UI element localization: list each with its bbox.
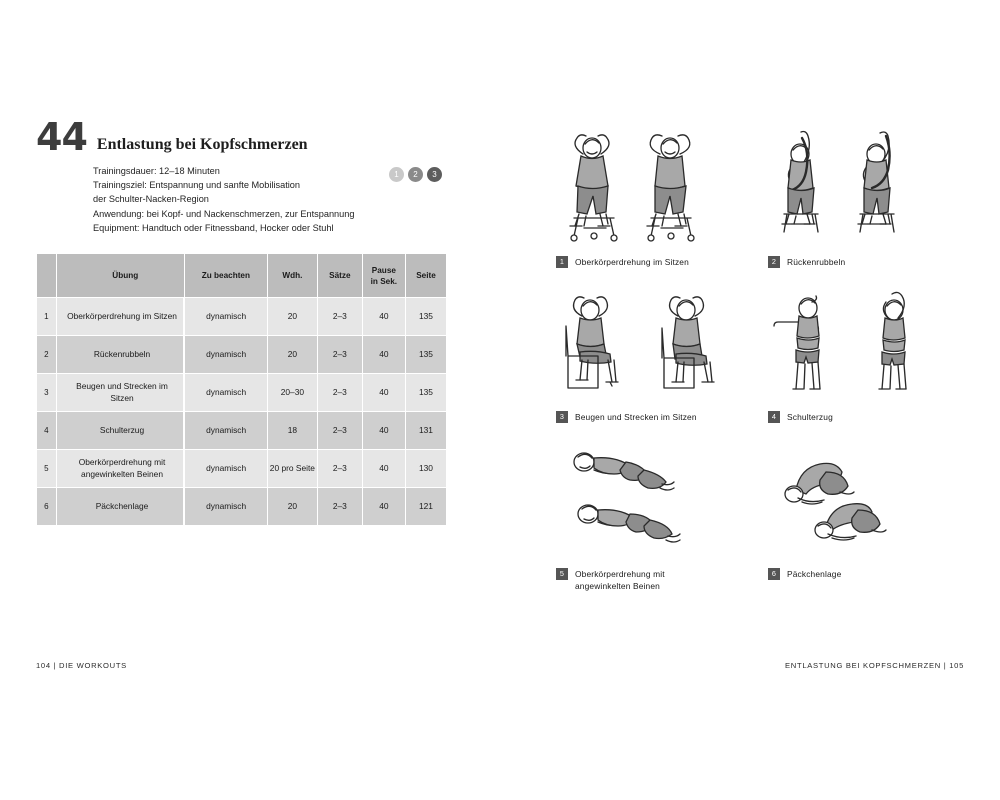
cell-page: 135 [405, 298, 446, 336]
figure-caption-6 [768, 568, 958, 580]
figure-caption-3 [556, 411, 771, 423]
cell-index: 1 [37, 298, 57, 336]
cell-index: 5 [37, 450, 57, 488]
figure-illustration-2 [768, 128, 958, 246]
figure-caption-5 [556, 568, 706, 592]
cell-sets: 2–3 [317, 374, 362, 412]
exercise-illustration-shoulder-pull [768, 288, 958, 403]
cell-pause: 40 [362, 374, 405, 412]
cell-note: dynamisch [184, 488, 267, 526]
figure-illustration-4 [768, 288, 958, 403]
cell-sets: 2–3 [317, 450, 362, 488]
cell-exercise: Rückenrubbeln [56, 336, 184, 374]
exercise-illustration-seated-bend-stretch [556, 288, 771, 403]
exercise-illustration-seated-torso-rotation [556, 128, 756, 246]
cell-reps: 20 [267, 336, 317, 374]
table-header-row [37, 254, 447, 298]
meta-duration: Trainingsdauer: 12–18 Minuten [93, 166, 220, 176]
cell-index: 2 [37, 336, 57, 374]
figure-caption-1 [556, 256, 756, 268]
workout-heading [36, 115, 308, 159]
header-index [37, 254, 57, 298]
figure-illustration-1 [556, 128, 756, 246]
meta-goal-cont: der Schulter-Nacken-Region [93, 194, 209, 205]
cell-note: dynamisch [184, 412, 267, 450]
cell-note: dynamisch [184, 336, 267, 374]
header-note: Zu beachten [184, 254, 267, 298]
figure-badge-4: 4 [768, 411, 780, 423]
figure-panel-6 [768, 450, 958, 580]
difficulty-dot-2: 2 [408, 167, 423, 182]
table-row [37, 374, 447, 412]
difficulty-dot-3: 3 [427, 167, 442, 182]
difficulty-dots [389, 167, 442, 182]
figure-badge-5: 5 [556, 568, 568, 580]
figure-caption-text-3: Beugen und Strecken im Sitzen [575, 412, 697, 422]
exercise-illustration-supine-rotation-bent-legs [556, 440, 766, 560]
cell-note: dynamisch [184, 374, 267, 412]
figure-illustration-3 [556, 288, 771, 403]
footer-left: 104 | DIE WORKOUTS [36, 661, 127, 670]
figure-panel-1 [556, 128, 756, 268]
page-title: Entlastung bei Kopfschmerzen [96, 136, 308, 153]
meta-goal: Trainingsziel: Entspannung und sanfte Mobilisation [93, 180, 301, 191]
workout-meta [93, 164, 413, 235]
exercise-illustration-back-rub [768, 128, 958, 246]
table-row [37, 450, 447, 488]
cell-exercise: Oberkörperdrehung im Sitzen [56, 298, 184, 336]
cell-page: 135 [405, 374, 446, 412]
cell-pause: 40 [362, 298, 405, 336]
cell-sets: 2–3 [317, 412, 362, 450]
figure-illustration-6 [768, 450, 958, 560]
cell-reps: 20 [267, 488, 317, 526]
cell-sets: 2–3 [317, 488, 362, 526]
difficulty-dot-1: 1 [389, 167, 404, 182]
figure-caption-text-2: Rückenrubbeln [787, 257, 846, 267]
cell-reps: 20–30 [267, 374, 317, 412]
cell-note: dynamisch [184, 450, 267, 488]
cell-exercise: Päckchenlage [56, 488, 184, 526]
cell-note: dynamisch [184, 298, 267, 336]
header-page: Seite [405, 254, 446, 298]
figure-caption-4 [768, 411, 958, 423]
figure-caption-text-1: Oberkörperdrehung im Sitzen [575, 257, 689, 267]
figure-badge-6: 6 [768, 568, 780, 580]
cell-pause: 40 [362, 450, 405, 488]
figure-caption-text-5: Oberkörperdrehung mit angewinkelten Beinen [575, 569, 665, 591]
cell-reps: 20 [267, 298, 317, 336]
exercise-illustration-tuck-position [768, 450, 958, 560]
figure-panel-4 [768, 288, 958, 423]
figure-illustration-5 [556, 440, 766, 560]
cell-sets: 2–3 [317, 336, 362, 374]
table-row [37, 412, 447, 450]
cell-page: 131 [405, 412, 446, 450]
footer-right: ENTLASTUNG BEI KOPFSCHMERZEN | 105 [785, 661, 964, 670]
table-row [37, 488, 447, 526]
cell-index: 3 [37, 374, 57, 412]
header-pause [362, 254, 405, 298]
cell-page: 130 [405, 450, 446, 488]
table-row [37, 336, 447, 374]
header-sets: Sätze [317, 254, 362, 298]
figure-badge-2: 2 [768, 256, 780, 268]
cell-page: 121 [405, 488, 446, 526]
meta-equipment: Equipment: Handtuch oder Fitnessband, Hocker oder Stuhl [93, 222, 334, 233]
cell-exercise: Schulterzug [56, 412, 184, 450]
figure-panel-2 [768, 128, 958, 268]
right-page [500, 0, 1000, 800]
exercise-table [36, 253, 447, 526]
cell-page: 135 [405, 336, 446, 374]
header-pause-line2: in Sek. [370, 276, 398, 286]
cell-index: 6 [37, 488, 57, 526]
cell-reps: 18 [267, 412, 317, 450]
figure-caption-text-4: Schulterzug [787, 412, 833, 422]
cell-pause: 40 [362, 488, 405, 526]
cell-reps: 20 pro Seite [267, 450, 317, 488]
cell-pause: 40 [362, 412, 405, 450]
header-pause-line1: Pause [371, 265, 396, 275]
meta-application: Anwendung: bei Kopf- und Nackenschmerzen, zur Entspannung [93, 208, 355, 219]
figure-panel-3 [556, 288, 771, 423]
figure-panel-5 [556, 440, 766, 592]
cell-index: 4 [37, 412, 57, 450]
header-exercise: Übung [56, 254, 184, 298]
cell-exercise: Oberkörperdrehung mit angewinkelten Beinen [56, 450, 184, 488]
figure-caption-text-6: Päckchenlage [787, 569, 842, 579]
cell-exercise: Beugen und Strecken im Sitzen [56, 374, 184, 412]
table-row [37, 298, 447, 336]
cell-sets: 2–3 [317, 298, 362, 336]
cell-pause: 40 [362, 336, 405, 374]
workout-number: 44 [36, 115, 87, 159]
figure-caption-2 [768, 256, 958, 268]
figure-badge-3: 3 [556, 411, 568, 423]
figure-badge-1: 1 [556, 256, 568, 268]
header-reps: Wdh. [267, 254, 317, 298]
